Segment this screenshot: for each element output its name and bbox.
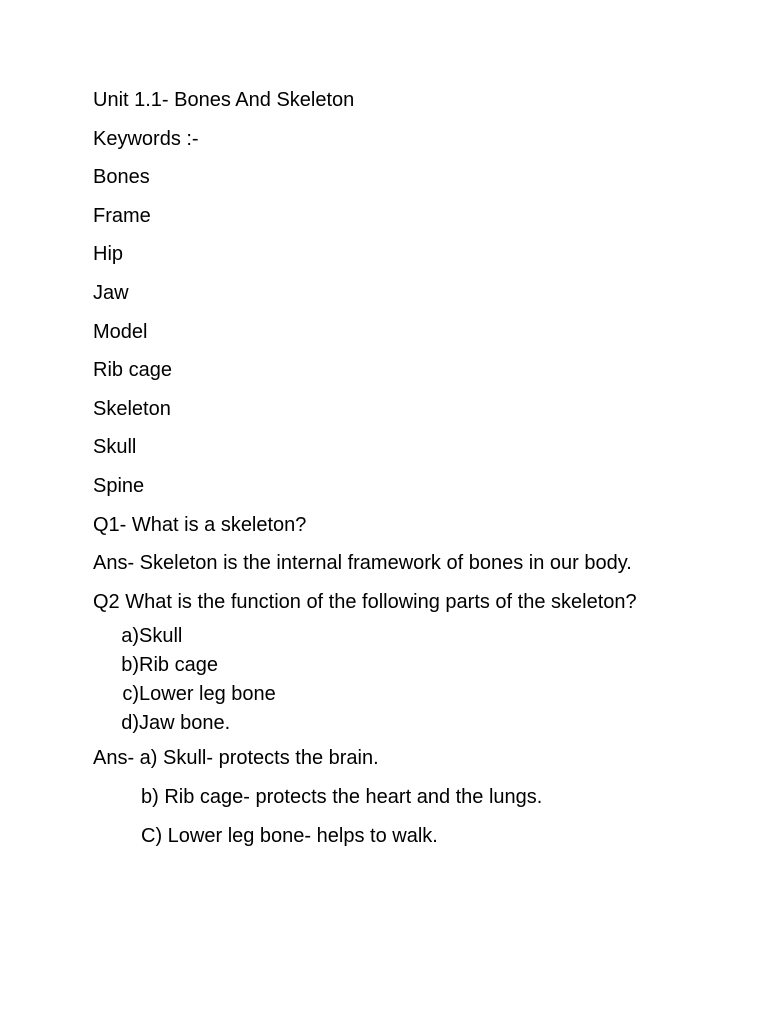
keyword-item: Skull (93, 436, 137, 459)
keyword-item: Skeleton (93, 397, 171, 420)
option-marker: b) (121, 654, 139, 677)
document-page (93, 86, 653, 860)
keyword-item: Hip (93, 243, 124, 266)
answer-2-line: Ans- a) Skull- protects the brain. (93, 747, 379, 770)
answer-2-line: C) Lower leg bone- helps to walk. (141, 824, 438, 847)
keyword-item: Rib cage (93, 359, 172, 382)
option-text: Rib cage (139, 654, 218, 677)
question-1: Q1- What is a skeleton? (93, 513, 307, 536)
option-text: Lower leg bone (139, 683, 276, 706)
document-title: Unit 1.1- Bones And Skeleton (93, 89, 355, 111)
option-item (93, 680, 653, 709)
answer-1: Ans- Skeleton is the internal framework of bones in our body. (93, 552, 632, 575)
keyword-item: Frame (93, 204, 151, 227)
keyword-item: Model (93, 320, 148, 343)
option-item (93, 709, 653, 738)
option-marker: a) (121, 625, 139, 648)
option-text: Skull (139, 625, 183, 648)
option-item (93, 622, 653, 651)
option-marker: d) (121, 712, 139, 735)
keywords-heading: Keywords :- (93, 127, 199, 150)
question-2: Q2 What is the function of the following parts of the skeleton? (93, 590, 637, 613)
option-item (93, 651, 653, 680)
keyword-item: Jaw (93, 281, 129, 304)
keyword-item: Spine (93, 474, 145, 497)
option-marker: c) (122, 683, 139, 706)
answer-2-line: b) Rib cage- protects the heart and the lungs. (141, 785, 543, 808)
keyword-item: Bones (93, 166, 150, 189)
question-2-options (93, 622, 653, 738)
option-text: Jaw bone. (139, 712, 231, 735)
